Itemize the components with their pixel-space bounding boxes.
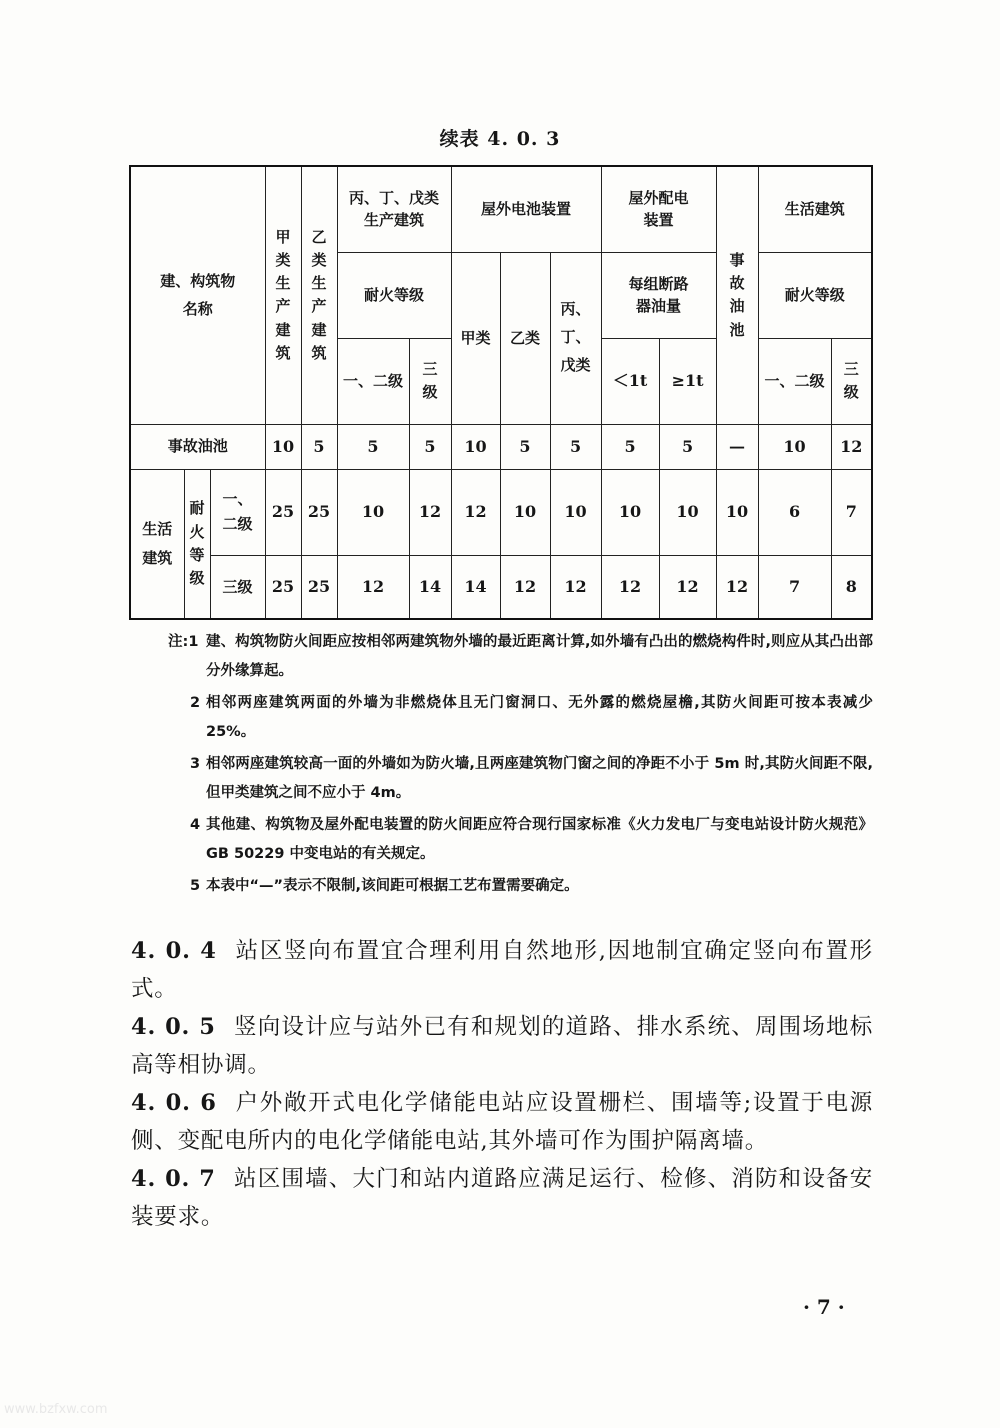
header-lt1: ＜1t xyxy=(601,338,659,424)
cell: 10 xyxy=(716,469,758,555)
header-battery: 屋外电池装置 xyxy=(451,166,601,252)
header-pool: 事故油池 xyxy=(716,166,758,424)
cell: 10 xyxy=(601,469,659,555)
row-living-sub2: 三级 xyxy=(210,555,265,619)
row-living-fire-label: 耐火等级 xyxy=(184,469,210,619)
cell: 25 xyxy=(301,469,337,555)
table-notes xyxy=(168,628,873,904)
cell: 14 xyxy=(409,555,451,619)
cell: 5 xyxy=(550,424,601,469)
header-yi-prod: 乙类生产建筑 xyxy=(301,166,337,424)
header-oil: 每组断路器油量 xyxy=(601,252,716,338)
header-grade-12: 一、二级 xyxy=(337,338,409,424)
header-dist: 屋外配电装置 xyxy=(601,166,716,252)
row-living-sub1: 一、二级 xyxy=(210,469,265,555)
cell: 25 xyxy=(265,469,301,555)
cell: 10 xyxy=(265,424,301,469)
header-grade-3b: 三级 xyxy=(831,338,872,424)
note-item: 5 本表中“—”表示不限制,该间距可根据工艺布置需要确定。 xyxy=(190,878,579,894)
note-item: 4 其他建、构筑物及屋外配电装置的防火间距应符合现行国家标准《火力发电厂与变电站设计防火规范》GB 50229 中变电站的有关规定。 xyxy=(190,817,873,862)
clause-number: 4. 0. 7 xyxy=(131,1166,216,1192)
watermark: www.bzfxw.com xyxy=(4,1402,108,1417)
cell: 12 xyxy=(451,469,500,555)
cell: 12 xyxy=(409,469,451,555)
cell: 7 xyxy=(758,555,831,619)
header-jia-prod: 甲类生产建筑 xyxy=(265,166,301,424)
cell: 7 xyxy=(831,469,872,555)
header-name-col: 建、构筑物名称 xyxy=(130,166,265,424)
cell: 12 xyxy=(831,424,872,469)
header-bing: 丙、丁、戊类 xyxy=(550,252,601,424)
header-bing-prod: 丙、丁、戊类生产建筑 xyxy=(337,166,451,252)
note-item: 3 相邻两座建筑较高一面的外墙如为防火墙,且两座建筑物门窗之间的净距不小于 5m 时,其防火间距不限,但甲类建筑之间不应小于 4m。 xyxy=(190,756,873,801)
cell: 5 xyxy=(659,424,716,469)
cell: 12 xyxy=(500,555,550,619)
cell: 10 xyxy=(337,469,409,555)
note-item: 注:1 建、构筑物防火间距应按相邻两建筑物外墙的最近距离计算,如外墙有凸出的燃烧构件时,则应从其凸出部分外缘算起。 xyxy=(168,634,873,679)
clause-number: 4. 0. 5 xyxy=(131,1014,216,1040)
cell: 12 xyxy=(337,555,409,619)
clause-item: 4. 0. 7 站区围墙、大门和站内道路应满足运行、检修、消防和设备安装要求。 xyxy=(131,1166,873,1230)
header-fire-grade-2: 耐火等级 xyxy=(758,252,872,338)
header-jia: 甲类 xyxy=(451,252,500,424)
cell: 6 xyxy=(758,469,831,555)
cell: 10 xyxy=(550,469,601,555)
cell: 14 xyxy=(451,555,500,619)
cell: 12 xyxy=(659,555,716,619)
cell: 12 xyxy=(550,555,601,619)
row-living-label: 生活建筑 xyxy=(130,469,184,619)
fire-distance-table xyxy=(129,165,873,620)
header-yi: 乙类 xyxy=(500,252,550,424)
clause-item: 4. 0. 5 竖向设计应与站外已有和规划的道路、排水系统、周围场地标高等相协调。 xyxy=(131,1014,873,1078)
cell: 12 xyxy=(601,555,659,619)
table-title: 续表 4. 0. 3 xyxy=(439,128,561,150)
clause-item: 4. 0. 6 户外敞开式电化学储能电站应设置栅栏、围墙等;设置于电源侧、变配电所内的电化学储能电站,其外墙可作为围护隔离墙。 xyxy=(131,1090,873,1154)
cell: — xyxy=(716,424,758,469)
cell: 5 xyxy=(337,424,409,469)
cell: 5 xyxy=(601,424,659,469)
cell: 5 xyxy=(301,424,337,469)
cell: 5 xyxy=(500,424,550,469)
header-living: 生活建筑 xyxy=(758,166,872,252)
cell: 5 xyxy=(409,424,451,469)
clause-number: 4. 0. 4 xyxy=(131,938,217,964)
cell: 25 xyxy=(301,555,337,619)
clause-item: 4. 0. 4 站区竖向布置宜合理利用自然地形,因地制宜确定竖向布置形式。 xyxy=(131,938,873,1002)
header-ge1: ≥1t xyxy=(659,338,716,424)
row-pool-label: 事故油池 xyxy=(130,424,265,469)
header-grade-3: 三级 xyxy=(409,338,451,424)
header-fire-grade: 耐火等级 xyxy=(337,252,451,338)
cell: 10 xyxy=(500,469,550,555)
cell: 12 xyxy=(716,555,758,619)
header-grade-12b: 一、二级 xyxy=(758,338,831,424)
clauses xyxy=(131,932,873,1236)
page-number: · 7 · xyxy=(803,1295,845,1319)
clause-number: 4. 0. 6 xyxy=(131,1090,217,1116)
cell: 25 xyxy=(265,555,301,619)
note-item: 2 相邻两座建筑两面的外墙为非燃烧体且无门窗洞口、无外露的燃烧屋檐,其防火间距可按本表减少 25%。 xyxy=(190,695,873,740)
cell: 10 xyxy=(758,424,831,469)
cell: 8 xyxy=(831,555,872,619)
cell: 10 xyxy=(659,469,716,555)
cell: 10 xyxy=(451,424,500,469)
